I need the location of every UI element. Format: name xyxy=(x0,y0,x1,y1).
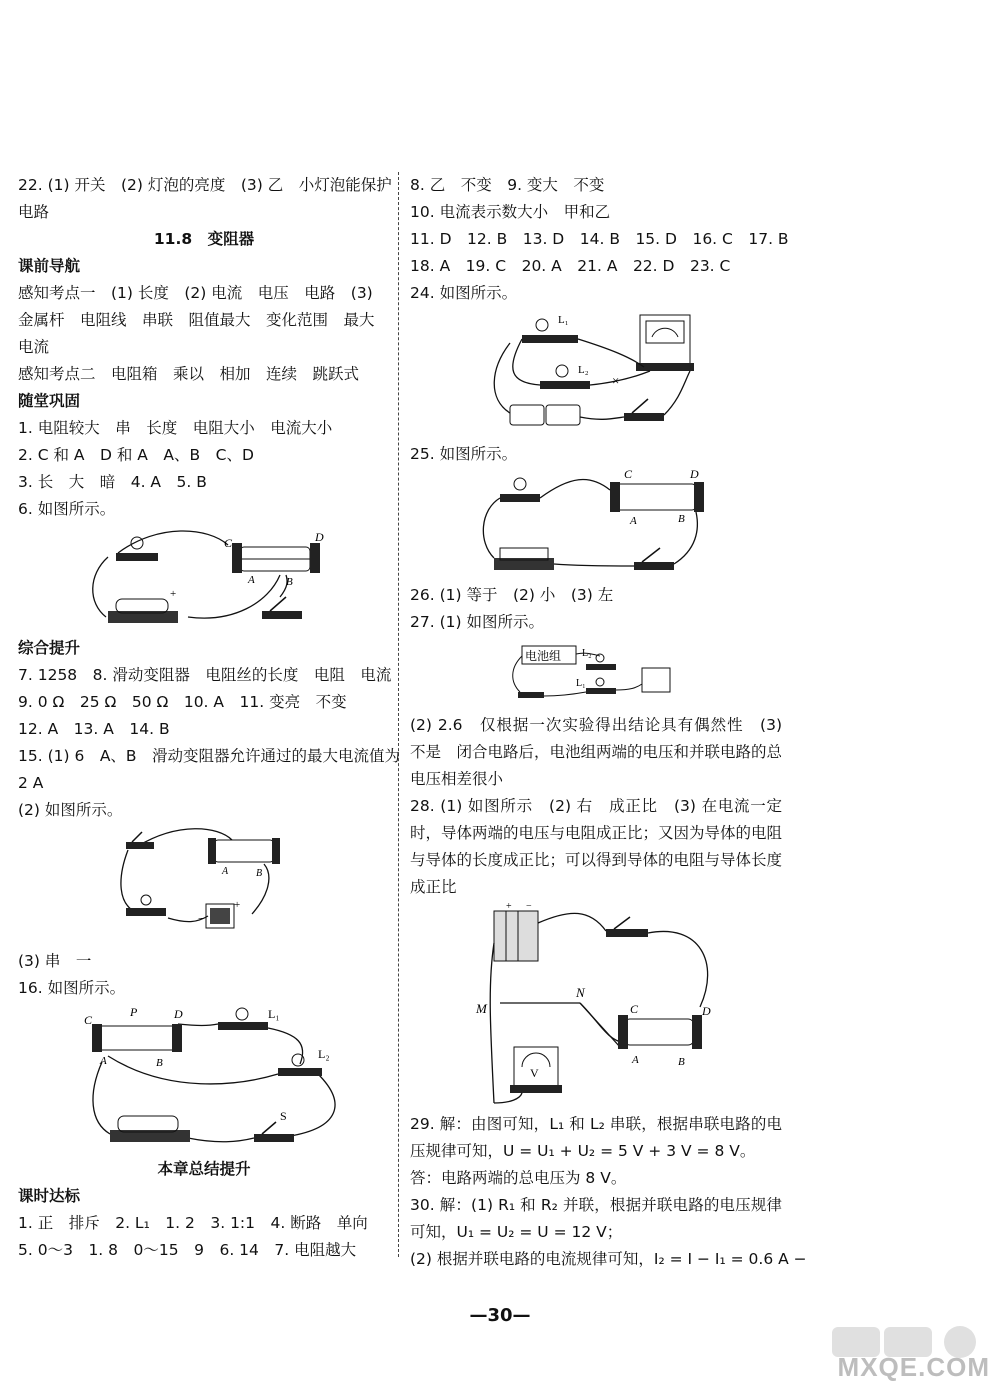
point-1-line2: 金属杆 电阻线 串联 阻值最大 变化范围 最大 xyxy=(18,311,375,329)
left-column xyxy=(18,172,401,1264)
point-1-line1: 感知考点一 (1) 长度 (2) 电流 电压 电路 (3) xyxy=(18,284,373,302)
circuit-figure-15 xyxy=(18,826,390,946)
point-2: 感知考点二 电阻箱 乘以 相加 连续 跳跃式 xyxy=(18,365,360,383)
label-A: A xyxy=(222,866,229,877)
answer-7-8: 7. 1258 8. 滑动变阻器 电阻丝的长度 电阻 电流 xyxy=(18,666,392,684)
label-L2: L₂ xyxy=(318,1047,330,1061)
label-C: C xyxy=(630,1002,639,1016)
circuit-figure-27 xyxy=(410,638,782,710)
label-D: D xyxy=(702,1004,711,1018)
answer-3-5: 3. 长 大 暗 4. A 5. B xyxy=(18,473,207,491)
answer-29: 29. 解：由图可知，L₁ 和 L₂ 串联，根据串联电路的电压规律可知，U = U₁ + U₂ = 5 V + 3 V = 8 V。 xyxy=(410,1115,782,1160)
answer-27-part2-3: (2) 2.6 仅根据一次实验得出结论具有偶然性 (3) 不是 闭合电路后，电池组两端的电压和并联电路的总电压相差很小 xyxy=(410,716,783,788)
label-C: C xyxy=(84,1013,93,1027)
label-L1: L₁ xyxy=(268,1007,280,1021)
label-A: A xyxy=(100,1055,107,1067)
label-M: M xyxy=(476,1001,487,1016)
page-number: —30— xyxy=(469,1305,531,1326)
heading-standard: 课时达标 xyxy=(18,1187,81,1205)
answer-s1-4: 1. 正 排斥 2. L₁ 1. 2 3. 1:1 4. 断路 单向 xyxy=(18,1214,368,1232)
answer-6: 6. 如图所示。 xyxy=(18,500,116,518)
label-C: C xyxy=(224,536,233,550)
section-title: 11.8 变阻器 xyxy=(153,230,255,248)
column-divider xyxy=(398,172,399,1257)
label-D: D xyxy=(690,470,699,481)
watermark-text: MXQE.COM xyxy=(837,1352,990,1382)
label-minus: − xyxy=(198,913,205,925)
answer-26: 26. (1) 等于 (2) 小 (3) 左 xyxy=(410,586,614,604)
label-A: A xyxy=(632,1054,639,1066)
chapter-summary-title: 本章总结提升 xyxy=(157,1160,251,1178)
label-battery-pack: 电池组 xyxy=(525,649,562,663)
label-D: D xyxy=(174,1007,183,1021)
answer-8-9: 8. 乙 不变 9. 变大 不变 xyxy=(410,176,605,194)
answer-27: 27. (1) 如图所示。 xyxy=(410,613,544,631)
answer-15-line2: 2 A xyxy=(18,774,44,792)
answer-10: 10. 电流表示数大小 甲和乙 xyxy=(410,203,611,221)
label-plus: + xyxy=(170,588,177,600)
label-A: A xyxy=(248,574,255,586)
answer-28: 28. (1) 如图所示 (2) 右 成正比 (3) 在电流一定时，导体两端的电压与电阻成正比；又因为导体的电阻与导体的长度成正比；可以得到导体的电阻与导体长度成正比 xyxy=(410,797,783,896)
answer-15-part3: (3) 串 一 xyxy=(18,952,92,970)
label-P: P xyxy=(130,1005,138,1019)
answer-1: 1. 电阻较大 串 长度 电阻大小 电流大小 xyxy=(18,419,333,437)
answer-25: 25. 如图所示。 xyxy=(410,445,518,463)
label-plus: + xyxy=(234,899,241,911)
answer-22-line2: 电路 xyxy=(18,203,50,221)
label-L1: L₁ xyxy=(576,678,586,689)
circuit-figure-28 xyxy=(410,903,782,1109)
heading-consolidate: 随堂巩固 xyxy=(18,392,81,410)
label-A: A xyxy=(630,515,637,527)
label-B: B xyxy=(678,1056,685,1068)
label-S: S xyxy=(280,1109,287,1123)
label-minus: − xyxy=(526,903,532,912)
answer-9-11: 9. 0 Ω 25 Ω 50 Ω 10. A 11. 变亮 不变 xyxy=(18,693,347,711)
svg-text:×: × xyxy=(612,373,620,388)
heading-improve: 综合提升 xyxy=(18,639,81,657)
answer-s5-7: 5. 0～3 1. 8 0～15 9 6. 14 7. 电阻越大 xyxy=(18,1241,357,1259)
label-V: V xyxy=(530,1066,539,1080)
label-B: B xyxy=(286,576,293,588)
answer-16: 16. 如图所示。 xyxy=(18,979,126,997)
answer-11-17: 11. D 12. B 13. D 14. B 15. D 16. C 17. B xyxy=(410,230,789,248)
point-1-line3: 电流 xyxy=(18,338,50,356)
right-column xyxy=(410,172,807,1273)
label-C: C xyxy=(624,470,633,481)
heading-preview: 课前导航 xyxy=(18,257,81,275)
answer-30-part2: (2) 根据并联电路的电流规律可知，I₂ = I − I₁ = 0.6 A − xyxy=(410,1250,807,1268)
label-L1: L₁ xyxy=(558,314,569,326)
label-B: B xyxy=(678,513,685,525)
label-N: N xyxy=(576,985,585,1000)
circuit-figure-25 xyxy=(410,470,782,580)
answer-12-14: 12. A 13. A 14. B xyxy=(18,720,170,738)
label-L2: L₂ xyxy=(578,364,589,376)
circuit-figure-6 xyxy=(18,525,390,633)
answer-24: 24. 如图所示。 xyxy=(410,284,518,302)
label-B: B xyxy=(256,868,263,879)
circuit-figure-16 xyxy=(18,1004,390,1154)
answer-29-conclusion: 答：电路两端的总电压为 8 V。 xyxy=(410,1169,627,1187)
answer-2: 2. C 和 A D 和 A A、B C、D xyxy=(18,446,254,464)
label-plus: + xyxy=(506,903,512,912)
label-B: B xyxy=(156,1057,163,1069)
answer-18-23: 18. A 19. C 20. A 21. A 22. D 23. C xyxy=(410,257,731,275)
answer-15-part2: (2) 如图所示。 xyxy=(18,801,123,819)
circuit-figure-24 xyxy=(410,309,782,439)
answer-22-line1: 22. (1) 开关 (2) 灯泡的亮度 (3) 乙 小灯泡能保护 xyxy=(18,176,392,194)
label-L2: L₂ xyxy=(582,648,592,659)
answer-15-line1: 15. (1) 6 A、B 滑动变阻器允许通过的最大电流值为 xyxy=(18,747,401,765)
answer-30-part1: 30. 解：(1) R₁ 和 R₂ 并联，根据并联电路的电压规律可知，U₁ = U₂ = U = 12 V； xyxy=(410,1196,782,1241)
label-D: D xyxy=(315,530,324,544)
